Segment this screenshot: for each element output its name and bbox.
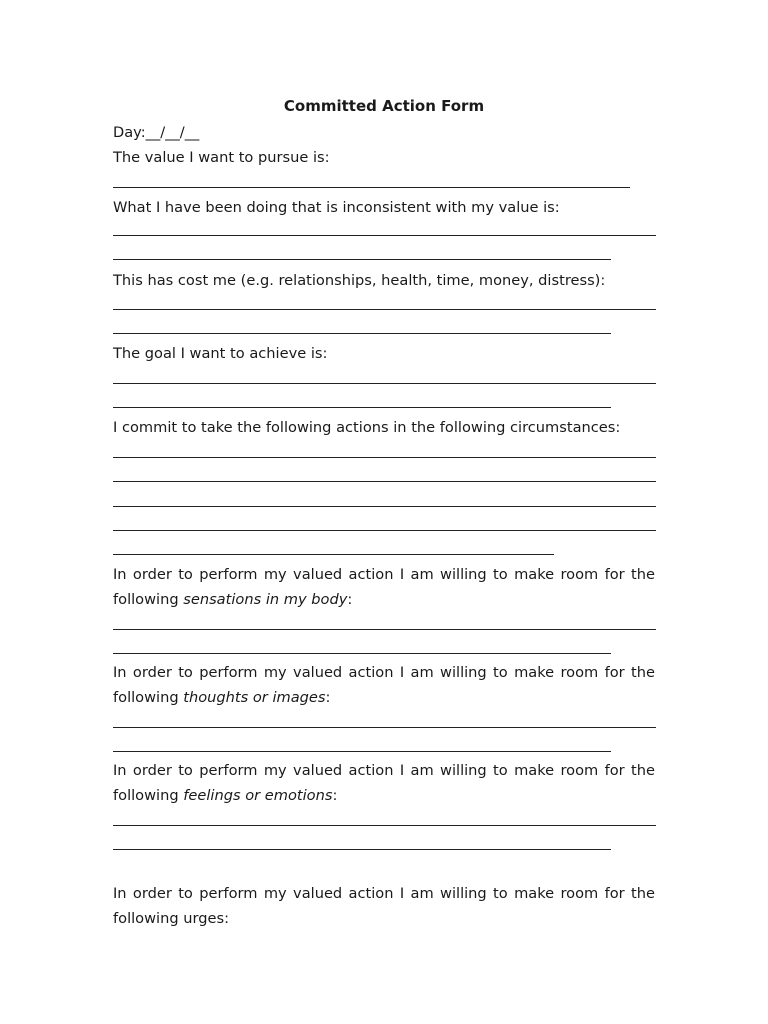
willing-prefix: In order to perform my valued action I am willing to make room for the following: [113, 664, 655, 706]
commit-answer-line: [113, 554, 554, 555]
goal-prompt: The goal I want to achieve is:: [113, 345, 328, 362]
sensations-prompt: [113, 563, 655, 612]
thoughts-answer-line: [113, 751, 611, 752]
willing-prefix: In order to perform my valued action I am willing to make room for the following: [113, 885, 655, 927]
value-answer-line: [113, 187, 630, 188]
inconsistent-answer-line: [113, 259, 611, 260]
cost-prompt: This has cost me (e.g. relationships, health, time, money, distress):: [113, 272, 606, 289]
inconsistent-answer-line: [113, 235, 656, 236]
willing-prefix: In order to perform my valued action I am willing to make room for the following: [113, 566, 655, 608]
value-prompt: The value I want to pursue is:: [113, 149, 330, 166]
sensations-answer-line: [113, 629, 656, 630]
commit-answer-line: [113, 506, 656, 507]
feelings-term: feelings or emotions: [183, 786, 333, 804]
day-field: Day:__/__/__: [113, 124, 200, 141]
urges-term: urges: [183, 909, 225, 927]
inconsistent-prompt: What I have been doing that is inconsistent with my value is:: [113, 199, 560, 216]
thoughts-prompt: [113, 661, 655, 710]
commit-answer-line: [113, 530, 656, 531]
urges-prompt: [113, 882, 655, 931]
commit-prompt: I commit to take the following actions in the following circumstances:: [113, 419, 621, 436]
colon: :: [347, 590, 353, 608]
cost-answer-line: [113, 309, 656, 310]
feelings-prompt: [113, 759, 655, 808]
feelings-answer-line: [113, 825, 656, 826]
form-title: Committed Action Form: [283, 97, 485, 115]
commit-answer-line: [113, 457, 656, 458]
colon: :: [224, 909, 230, 927]
thoughts-term: thoughts or images: [183, 688, 326, 706]
commit-answer-line: [113, 481, 656, 482]
cost-answer-line: [113, 333, 611, 334]
feelings-answer-line: [113, 849, 611, 850]
goal-answer-line: [113, 383, 656, 384]
willing-prefix: In order to perform my valued action I am willing to make room for the following: [113, 762, 655, 804]
goal-answer-line: [113, 407, 611, 408]
sensations-answer-line: [113, 653, 611, 654]
colon: :: [325, 688, 331, 706]
colon: :: [332, 786, 338, 804]
thoughts-answer-line: [113, 727, 656, 728]
sensations-term: sensations in my body: [183, 590, 348, 608]
